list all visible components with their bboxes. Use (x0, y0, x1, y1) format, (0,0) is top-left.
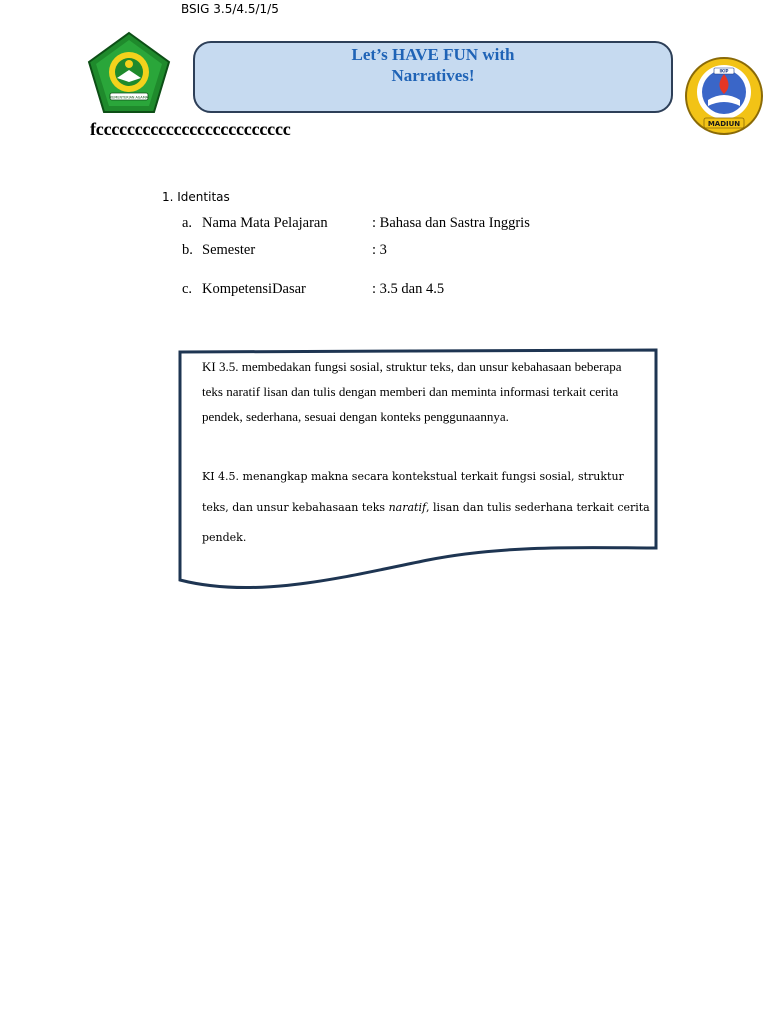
section-heading: 1. Identitas (162, 190, 230, 204)
ki-4-5-text (202, 462, 652, 554)
kemenag-logo (86, 30, 172, 116)
ki-4-5-italic: naratif (388, 500, 427, 514)
right-logo-banner: MADIUN (707, 119, 741, 128)
row-value: : 3.5 dan 4.5 (372, 281, 445, 297)
title-line-1: Let’s HAVE FUN with (351, 45, 515, 64)
right-logo-top: IKIP (719, 68, 729, 74)
ki-4-5-part1: KI 4.5. menangkap makna secara kontekstual terkait fungsi sosial, struktur teks, dan unsur kebahasaan teks (202, 470, 624, 514)
ikip-madiun-logo (684, 56, 764, 140)
filler-text: fccccccccccccccccccccccccc (90, 119, 291, 139)
row-label: Nama Mata Pelajaran (202, 215, 328, 231)
title-line-2: Narratives! (391, 66, 475, 85)
row-value: : Bahasa dan Sastra Inggris (372, 215, 530, 231)
title-box (193, 41, 673, 113)
row-value: : 3 (372, 242, 387, 258)
document-code: BSIG 3.5/4.5/1/5 (181, 2, 279, 16)
ki-4-5-part2: , lisan dan tulis sederhana terkait cerita pendek. (202, 500, 650, 544)
row-letter: a. (182, 215, 193, 231)
kompetensi-box (178, 348, 658, 598)
left-logo-banner: KEMENTERIAN AGAMA (110, 95, 148, 100)
ki-3-5-text: KI 3.5. membedakan fungsi sosial, struktur teks, dan unsur kebahasaan beberapa teks naratif lisan dan tulis dengan memberi dan meminta informasi terkait cerita pendek, sederhana, sesuai dengan konteks penggunaannya. (202, 359, 622, 424)
row-letter: b. (182, 242, 193, 258)
row-label: KompetensiDasar (202, 281, 306, 297)
row-letter: c. (182, 281, 193, 297)
row-label: Semester (202, 242, 256, 258)
